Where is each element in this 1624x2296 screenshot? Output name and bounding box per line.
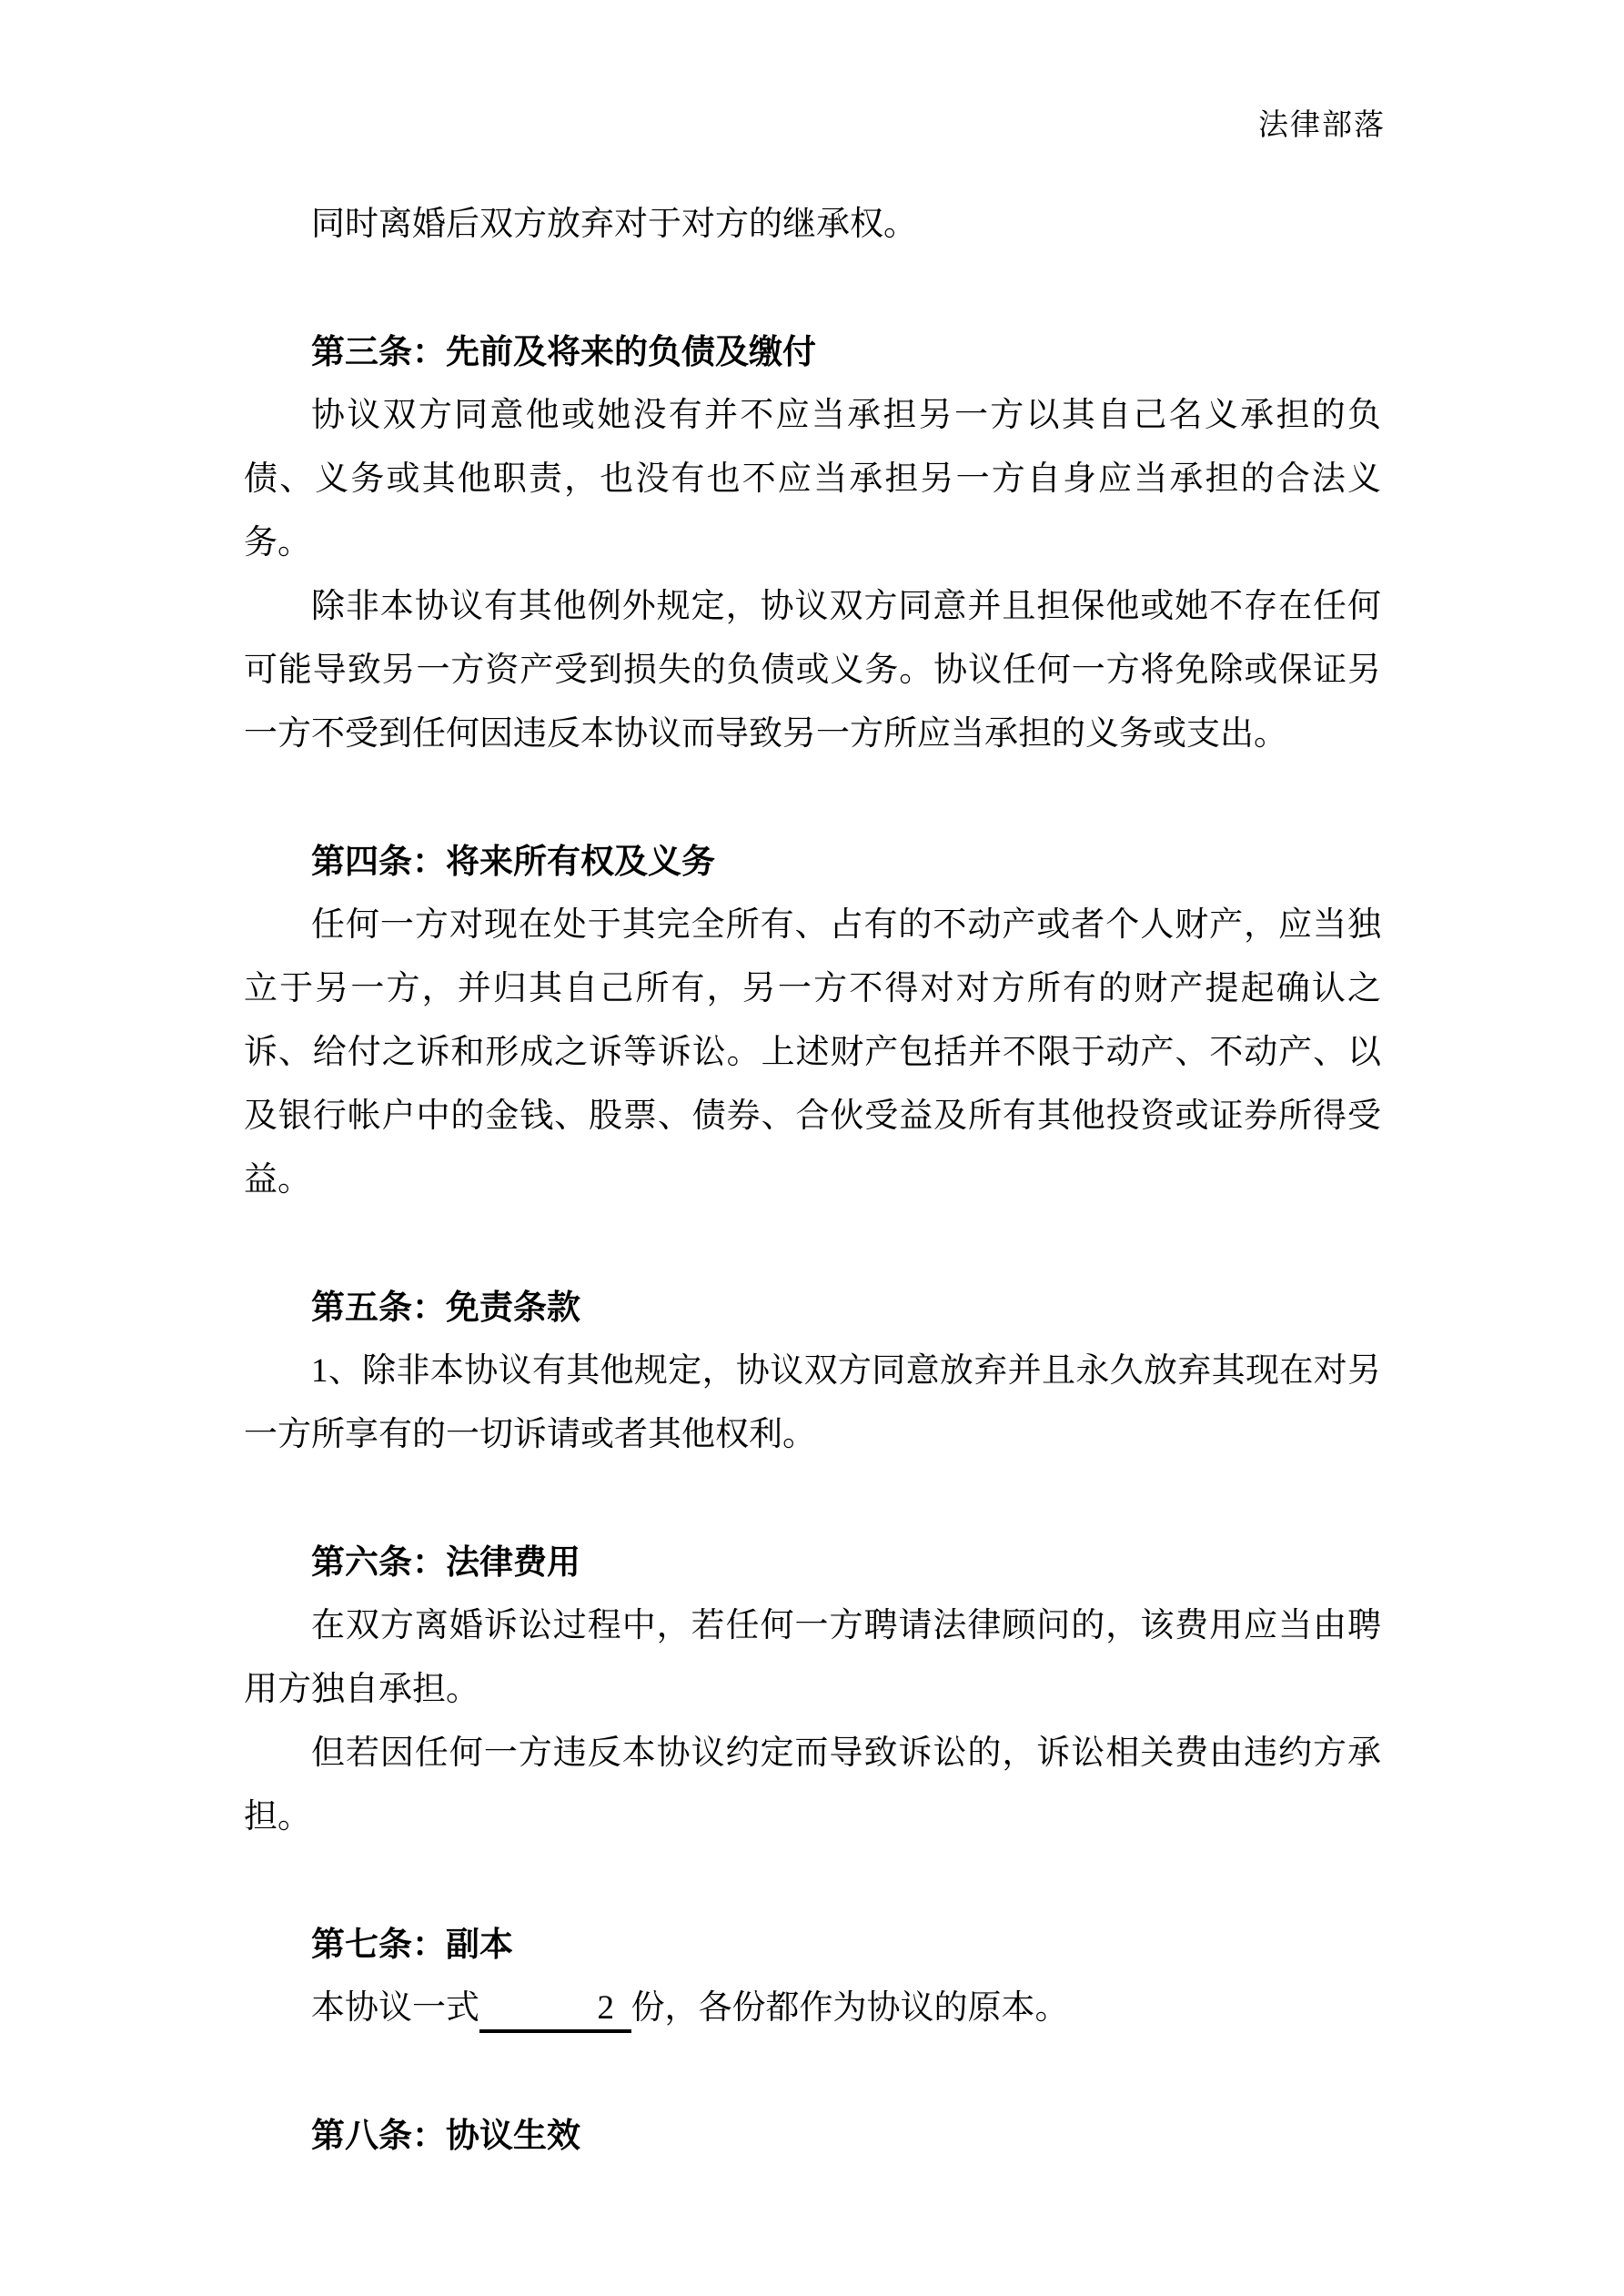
paragraph: 在双方离婚诉讼过程中，若任何一方聘请法律顾问的，该费用应当由聘用方独自承担。 [244,1607,1381,1708]
paragraph-text: 本协议一式 [311,1989,479,2027]
paragraph: 1、除非本协议有其他规定，协议双方同意放弃并且永久放弃其现在对另一方所享有的一切诉请或者其他权利。 [244,1352,1381,1453]
paragraph-text: 份，各份都作为协议的原本。 [630,1989,1069,2027]
site-watermark: 法律部落 [1258,109,1386,142]
document-body [244,193,1381,2168]
section-heading: 第八条：协议生效 [311,2117,580,2154]
paragraph: 除非本协议有其他例外规定，协议双方同意并且担保他或她不存在任何可能导致另一方资产受到损失的负债或义务。协议任何一方将免除或保证另一方不受到任何因违反本协议而导致另一方所应当承担的义务或支出。 [244,588,1381,753]
section-heading: 第三条：先前及将来的负债及缴付 [311,333,816,370]
paragraph [244,1977,1381,2040]
blank-fill-value: 2 [479,1988,631,2033]
paragraph: 同时离婚后双方放弃对于对方的继承权。 [311,206,917,243]
section-heading: 第七条：副本 [311,1926,513,1963]
section-heading: 第四条：将来所有权及义务 [311,843,715,880]
paragraph: 但若因任何一方违反本协议约定而导致诉讼的，诉讼相关费由违约方承担。 [244,1735,1381,1836]
section-heading: 第五条：免责条款 [311,1289,580,1326]
paragraph: 协议双方同意他或她没有并不应当承担另一方以其自己名义承担的负债、义务或其他职责，也没有也不应当承担另一方自身应当承担的合法义务。 [244,397,1381,561]
section-heading: 第六条：法律费用 [311,1543,580,1581]
paragraph: 任何一方对现在处于其完全所有、占有的不动产或者个人财产，应当独立于另一方，并归其自己所有，另一方不得对对方所有的财产提起确认之诉、给付之诉和形成之诉等诉讼。上述财产包括并不限于动产、不动产、以及银行帐户中的金钱、股票、债券、合伙受益及所有其他投资或证券所得受益。 [244,906,1381,1199]
